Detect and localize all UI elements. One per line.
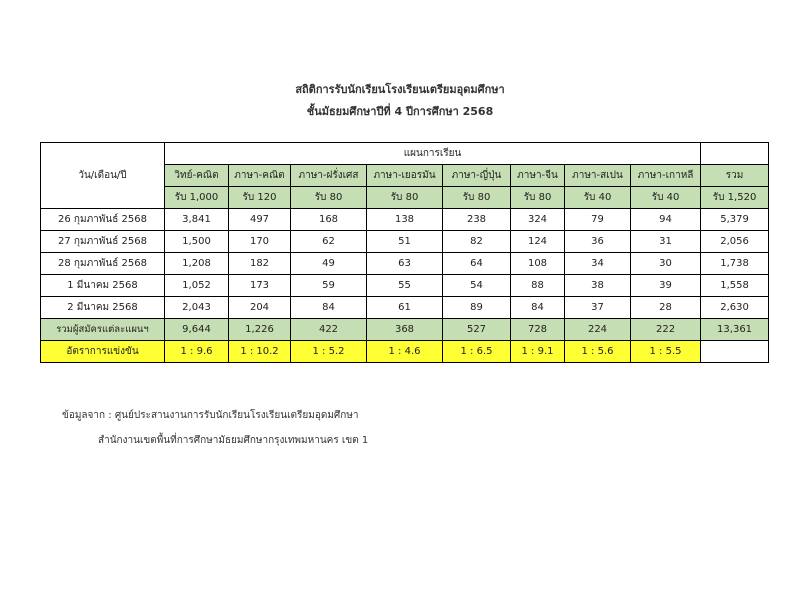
sum-value: 1,226	[229, 319, 291, 341]
cell-value: 182	[229, 253, 291, 275]
cell-value: 124	[511, 231, 565, 253]
document-subtitle: ชั้นมัธยมศึกษาปีที่ 4 ปีการศึกษา 2568	[306, 105, 494, 118]
cell-value: 173	[229, 275, 291, 297]
cell-value: 64	[443, 253, 511, 275]
table-row	[41, 297, 769, 319]
cell-value: 3,841	[165, 209, 229, 231]
ratio-value: 1 : 5.6	[565, 341, 631, 363]
plan-quota: รับ 80	[291, 187, 367, 209]
sum-value: 527	[443, 319, 511, 341]
plan-group-header: แผนการเรียน	[165, 143, 701, 165]
cell-value: 497	[229, 209, 291, 231]
cell-value: 59	[291, 275, 367, 297]
sum-row	[41, 319, 769, 341]
cell-value: 2,043	[165, 297, 229, 319]
cell-value: 94	[631, 209, 701, 231]
ratio-value: 1 : 5.2	[291, 341, 367, 363]
row-total: 1,558	[701, 275, 769, 297]
sum-value: 222	[631, 319, 701, 341]
plan-header: ภาษา-สเปน	[565, 165, 631, 187]
cell-value: 324	[511, 209, 565, 231]
date-column-header: วัน/เดือน/ปี	[41, 143, 165, 209]
row-total: 1,738	[701, 253, 769, 275]
ratio-value: 1 : 5.5	[631, 341, 701, 363]
ratio-value: 1 : 6.5	[443, 341, 511, 363]
plan-header: วิทย์-คณิต	[165, 165, 229, 187]
plan-quota: รับ 40	[631, 187, 701, 209]
plan-header: ภาษา-จีน	[511, 165, 565, 187]
source-note: ข้อมูลจาก : ศูนย์ประสานงานการรับนักเรียนโรงเรียนเตรียมอุดมศึกษา	[62, 410, 359, 421]
plan-header: ภาษา-ญี่ปุ่น	[443, 165, 511, 187]
table-body	[41, 209, 769, 363]
sum-value: 224	[565, 319, 631, 341]
cell-value: 204	[229, 297, 291, 319]
table-row	[41, 253, 769, 275]
row-total: 5,379	[701, 209, 769, 231]
plan-header: ภาษา-เกาหลี	[631, 165, 701, 187]
cell-value: 63	[367, 253, 443, 275]
cell-value: 55	[367, 275, 443, 297]
cell-value: 89	[443, 297, 511, 319]
row-date: 26 กุมภาพันธ์ 2568	[41, 209, 165, 231]
total-quota: รับ 1,520	[701, 187, 769, 209]
cell-value: 36	[565, 231, 631, 253]
plan-quota: รับ 40	[565, 187, 631, 209]
plan-quota: รับ 80	[511, 187, 565, 209]
sum-value: 368	[367, 319, 443, 341]
table-row	[41, 231, 769, 253]
row-date: 1 มีนาคม 2568	[41, 275, 165, 297]
cell-value: 1,208	[165, 253, 229, 275]
cell-value: 54	[443, 275, 511, 297]
document-title: สถิติการรับนักเรียนโรงเรียนเตรียมอุดมศึกษา	[295, 83, 505, 96]
cell-value: 49	[291, 253, 367, 275]
cell-value: 38	[565, 275, 631, 297]
row-date: 27 กุมภาพันธ์ 2568	[41, 231, 165, 253]
grand-total: 13,361	[701, 319, 769, 341]
table-row	[41, 275, 769, 297]
cell-value: 108	[511, 253, 565, 275]
plan-header: ภาษา-คณิต	[229, 165, 291, 187]
table-row	[41, 209, 769, 231]
row-date: 2 มีนาคม 2568	[41, 297, 165, 319]
ratio-value: 1 : 4.6	[367, 341, 443, 363]
cell-value: 37	[565, 297, 631, 319]
cell-value: 30	[631, 253, 701, 275]
ratio-total-blank	[701, 341, 769, 363]
cell-value: 238	[443, 209, 511, 231]
cell-value: 34	[565, 253, 631, 275]
cell-value: 39	[631, 275, 701, 297]
cell-value: 51	[367, 231, 443, 253]
cell-value: 61	[367, 297, 443, 319]
admission-statistics-table	[40, 142, 769, 363]
ratio-value: 1 : 9.6	[165, 341, 229, 363]
cell-value: 1,500	[165, 231, 229, 253]
ratio-row	[41, 341, 769, 363]
cell-value: 31	[631, 231, 701, 253]
source-note-agency: สำนักงานเขตพื้นที่การศึกษามัธยมศึกษากรุงเทพมหานคร เขต 1	[98, 435, 369, 446]
plan-quota: รับ 80	[367, 187, 443, 209]
total-header-blank	[701, 143, 769, 165]
cell-value: 82	[443, 231, 511, 253]
row-total: 2,630	[701, 297, 769, 319]
cell-value: 62	[291, 231, 367, 253]
plan-header: ภาษา-เยอรมัน	[367, 165, 443, 187]
ratio-value: 1 : 9.1	[511, 341, 565, 363]
cell-value: 138	[367, 209, 443, 231]
row-date: 28 กุมภาพันธ์ 2568	[41, 253, 165, 275]
ratio-row-label: อัตราการแข่งขัน	[41, 341, 165, 363]
sum-value: 728	[511, 319, 565, 341]
cell-value: 28	[631, 297, 701, 319]
plan-quota: รับ 1,000	[165, 187, 229, 209]
sum-value: 9,644	[165, 319, 229, 341]
sum-row-label: รวมผู้สมัครแต่ละแผนฯ	[41, 319, 165, 341]
plan-quota: รับ 80	[443, 187, 511, 209]
total-header: รวม	[701, 165, 769, 187]
cell-value: 170	[229, 231, 291, 253]
cell-value: 79	[565, 209, 631, 231]
cell-value: 84	[291, 297, 367, 319]
ratio-value: 1 : 10.2	[229, 341, 291, 363]
sum-value: 422	[291, 319, 367, 341]
row-total: 2,056	[701, 231, 769, 253]
cell-value: 88	[511, 275, 565, 297]
cell-value: 168	[291, 209, 367, 231]
plan-quota: รับ 120	[229, 187, 291, 209]
plan-header: ภาษา-ฝรั่งเศส	[291, 165, 367, 187]
cell-value: 1,052	[165, 275, 229, 297]
cell-value: 84	[511, 297, 565, 319]
